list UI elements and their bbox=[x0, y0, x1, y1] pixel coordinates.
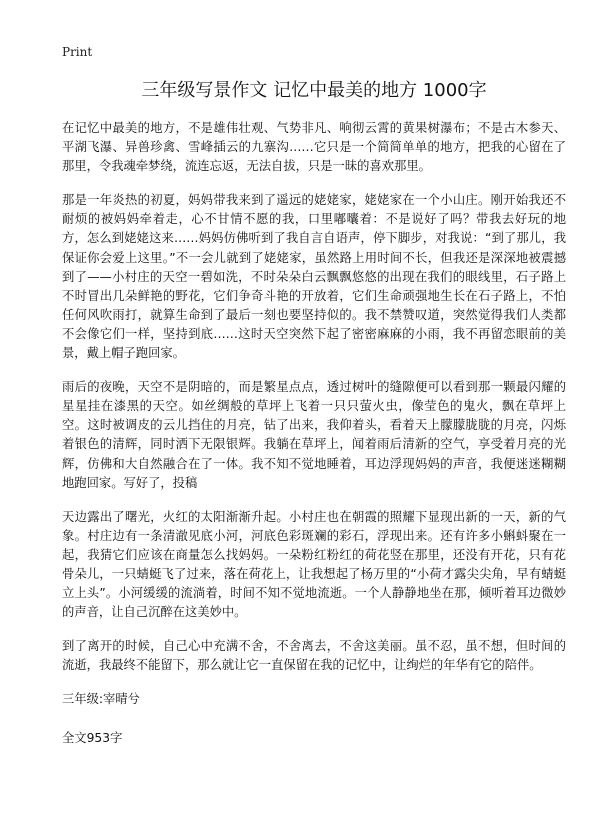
print-link[interactable]: Print bbox=[62, 45, 93, 59]
article-paragraph-1: 在记忆中最美的地方，不是雄伟壮观、气势非凡、响彻云霄的黄果树瀑布；不是古木参天、平湖飞瀑、异兽珍禽、雪峰插云的九寨沟……它只是一个简简单单的地方，把我的心留在了那里，令我魂牵梦绕，流连忘返，无法自拔，只是一昧的喜欢那里。 bbox=[62, 121, 566, 174]
article-paragraph-4: 天边露出了曙光，火红的太阳渐渐升起。小村庄也在朝霞的照耀下显现出新的一天，新的气象。村庄边有一条清澈见底小河，河底色彩斑斓的彩石，浮现出来。还有许多小蝌蚪聚在一起，我猜它们应该在商量怎么找妈妈。一朵粉红粉红的荷花竖在那里，还没有开花，只有花骨朵儿，一只蜻蜓飞了过来，落在荷花上，让我想起了杨万里的“小荷才露尖尖角，早有蜻蜓立上头”。小河缓缓的流淌着，时间不知不觉地流逝。一个人静静地坐在那，倾听着耳边微妙的声音，让自己沉醉在这美妙中。 bbox=[62, 509, 566, 620]
article-paragraph-5: 到了离开的时候，自己心中充满不舍，不舍离去，不舍这美丽。虽不忍，虽不想，但时间的流逝，我最终不能留下，那么就让它一直保留在我的记忆中，让绚烂的年华有它的陪伴。 bbox=[62, 639, 566, 673]
author-line: 三年级:宰晴兮 bbox=[62, 692, 140, 707]
article-paragraph-2: 那是一年炎热的初夏，妈妈带我来到了遥远的姥姥家，姥姥家在一个小山庄。刚开始我还不耐烦的被妈妈牵着走，心不甘情不愿的我，口里嘟囔着：不是说好了吗？带我去好玩的地方，怎么到姥姥这来……妈妈仿佛听到了我自言自语声，停下脚步，对我说：“到了那儿，我保证你会爱上这里。”不一会儿就到了姥姥家，虽然路上用时间不长，但我还是深深地被震撼到了——小村庄的天空一碧如洗，不时朵朵白云飘飘悠悠的出现在我们的眼线里，石子路上不时冒出几朵鲜艳的野花，它们争奇斗艳的开放着，它们生命顽强地生长在石子路上，不怕任何风吹雨打，就算生命到了最后一刻也要坚持似的。我不禁赞叹道，突然觉得我们人类都不会像它们一样，坚持到底……这时天空突然下起了密密麻麻的小雨，我不再留恋眼前的美景，戴上帽子跑回家。 bbox=[62, 193, 566, 361]
article-title: 三年级写景作文 记忆中最美的地方 1000字 bbox=[141, 80, 487, 101]
article-paragraph-3: 雨后的夜晚，天空不是阴暗的，而是繁星点点，透过树叶的缝隙便可以看到那一颗最闪耀的星星挂在漆黑的天空。如丝绸般的草坪上飞着一只只萤火虫，像莹色的鬼火，飘在草坪上空。这时被调皮的云儿挡住的月亮，钻了出来，我仰着头，看着天上朦朦胧胧的月亮，闪烁着银色的清辉，同时洒下无限银辉。我躺在草坪上，闻着雨后清新的空气，享受着月亮的光辉，仿佛和大自然融合在了一体。我不知不觉地睡着，耳边浮现妈妈的声音，我便迷迷糊糊地跑回家。写好了，投稿 bbox=[62, 380, 566, 490]
word-count: 全文953字 bbox=[62, 731, 123, 746]
article-body bbox=[62, 119, 566, 748]
